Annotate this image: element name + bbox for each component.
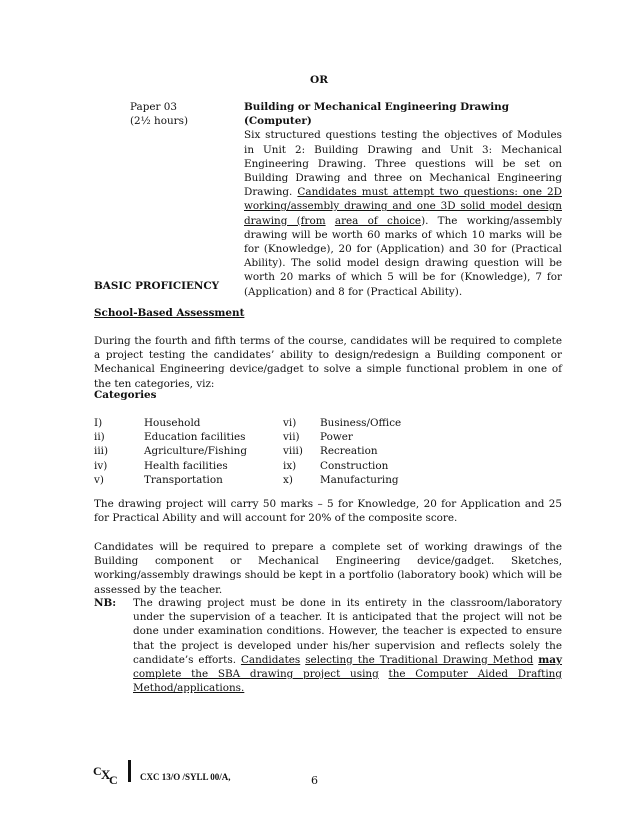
marks-paragraph: The drawing project will carry 50 marks – 5 for Knowledge, 20 for Application and 25 for Practical Ability and will account for 20% of the composite score. bbox=[94, 498, 562, 525]
paper-description-block bbox=[244, 100, 562, 299]
nb-underlined-text: selecting the Traditional Drawing Method bbox=[305, 653, 534, 666]
category-number: vii) bbox=[283, 431, 300, 444]
logo-letter-c: C bbox=[93, 764, 102, 778]
paper-title: Building or Mechanical Engineering Drawing (Computer) bbox=[244, 101, 510, 128]
categories-right-list bbox=[283, 416, 470, 487]
paper-description bbox=[244, 128, 562, 298]
category-item bbox=[94, 459, 294, 473]
nb-underlined-text: the Computer Aided Drafting Method/applications. bbox=[133, 668, 562, 695]
cxc-logo-icon bbox=[92, 762, 124, 786]
paper-desc-space bbox=[326, 215, 335, 227]
category-number: iii) bbox=[94, 445, 109, 458]
category-label: Education facilities bbox=[144, 431, 246, 444]
page-number: 6 bbox=[311, 774, 318, 787]
category-item bbox=[283, 416, 470, 430]
category-number: ii) bbox=[94, 431, 105, 444]
paper-desc-underlined: area of choice bbox=[334, 214, 422, 227]
nb-underlined-text: Candidates bbox=[240, 653, 301, 666]
category-item bbox=[94, 416, 294, 430]
category-item bbox=[283, 459, 470, 473]
sba-heading: School-Based Assessment bbox=[94, 307, 245, 319]
logo-letter-c: C bbox=[109, 773, 118, 786]
nb-text-part: The drawing project must be done in its entirety in the classroom/laboratory under the supervision of a teacher. It is anticipated that the project will not be done under examination conditions. However, the teacher is expected to ensure that the project is developed under his/her supervision and reflects solely the candidate’s efforts. bbox=[133, 597, 562, 666]
nb-underlined-text: complete the SBA drawing project using bbox=[133, 668, 379, 681]
category-label: Recreation bbox=[320, 445, 378, 458]
category-item bbox=[283, 473, 470, 487]
working-drawings-paragraph: Candidates will be required to prepare a complete set of working drawings of the Building component or Mechanical Engineering device/gadget. Sketches, working/assembly drawings should be kept in a portfolio (laboratory book) which will be assessed by the teacher. bbox=[94, 541, 562, 596]
category-label: Business/Office bbox=[320, 417, 402, 429]
category-label: Health facilities bbox=[144, 459, 228, 472]
category-number: I) bbox=[94, 417, 103, 429]
category-number: vi) bbox=[283, 417, 297, 429]
category-item bbox=[94, 473, 294, 487]
category-label: Construction bbox=[320, 459, 389, 472]
paper-label-block bbox=[130, 100, 230, 128]
category-label: Power bbox=[320, 431, 353, 444]
cxc-logo bbox=[92, 762, 124, 786]
category-label: Transportation bbox=[144, 473, 223, 486]
category-number: x) bbox=[283, 473, 293, 486]
paper-desc-part: ). The working/assembly drawing will be worth 60 marks of which 10 marks will be for (Knowledge), 20 for (Application) and 30 for (Practical Ability). The solid model design drawing question will be worth 20 marks of which 5 will be for (Knowledge), 7 for (Application) and 8 for (Practical Ability). bbox=[244, 214, 562, 298]
nb-underlined-bold-text: may bbox=[538, 653, 562, 666]
or-heading: OR bbox=[309, 74, 329, 86]
logo-letter-x: X bbox=[101, 767, 111, 782]
category-item bbox=[94, 430, 294, 444]
category-number: ix) bbox=[283, 459, 297, 472]
footer-divider bbox=[128, 760, 131, 782]
syllabus-code: CXC 13/O /SYLL 00/A, bbox=[140, 772, 231, 782]
paper-desc-part: Six structured questions testing the objectives of Modules in Unit 2: Building Drawing and Unit 3: Mechanical Engineering Drawing. Three questions will be set on Building Drawing and three on Mechanical Engineering Drawing. bbox=[244, 129, 562, 199]
category-label: Manufacturing bbox=[320, 473, 399, 486]
basic-proficiency-heading: BASIC PROFICIENCY bbox=[94, 280, 220, 292]
category-number: iv) bbox=[94, 459, 108, 472]
category-label: Household bbox=[144, 417, 201, 429]
nb-paragraph bbox=[133, 596, 562, 695]
category-number: v) bbox=[94, 473, 104, 486]
categories-heading: Categories bbox=[94, 389, 157, 401]
paper-desc-underlined: working/assembly drawing and one 3D solid model design drawing (from bbox=[244, 200, 562, 227]
category-item bbox=[94, 444, 294, 458]
nb-label: NB: bbox=[94, 597, 117, 609]
category-label: Agriculture/Fishing bbox=[144, 445, 247, 458]
paper-duration: (2½ hours) bbox=[130, 115, 189, 128]
categories-left-list bbox=[94, 416, 294, 487]
category-item bbox=[283, 430, 470, 444]
category-item bbox=[283, 444, 470, 458]
category-number: viii) bbox=[283, 445, 303, 458]
paper-label: Paper 03 bbox=[130, 101, 178, 113]
nb-space bbox=[379, 668, 389, 680]
paper-desc-underlined: Candidates must attempt two questions: one 2D bbox=[297, 186, 562, 199]
sba-paragraph: During the fourth and fifth terms of the course, candidates will be required to complete a project testing the candidates’ ability to design/redesign a Building component or Mechanical Engineering device/gadget to solve a simple functional problem in one of the ten categories, viz: bbox=[94, 335, 562, 390]
